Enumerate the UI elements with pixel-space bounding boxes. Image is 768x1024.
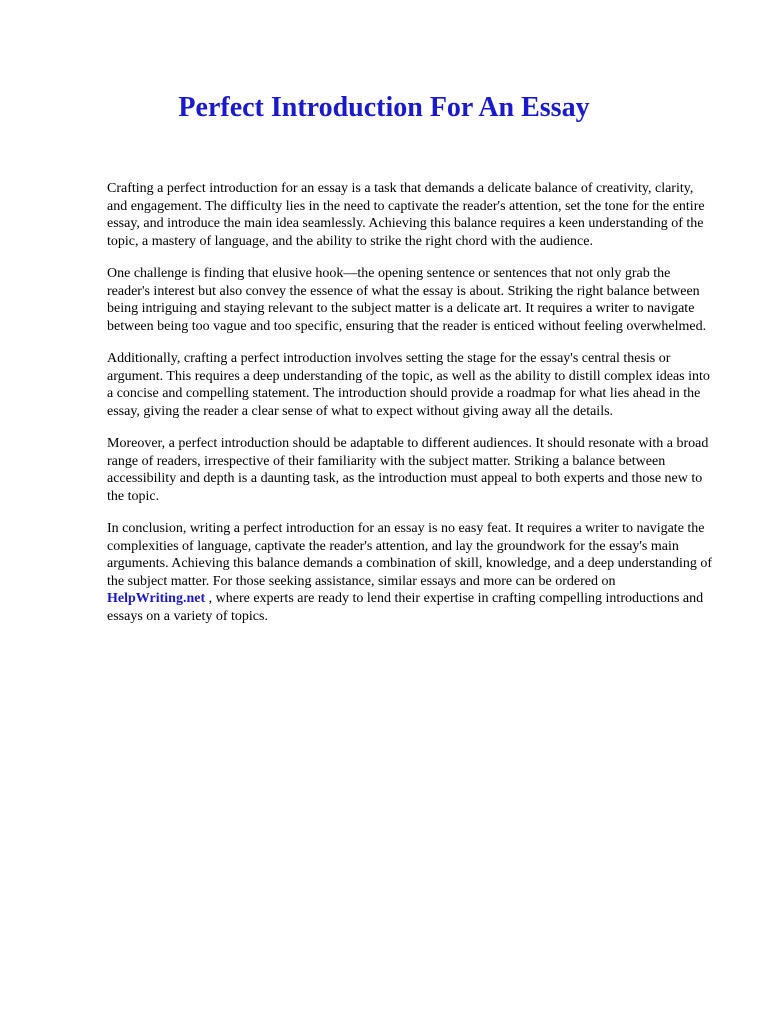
paragraph-4: Moreover, a perfect introduction should be adaptable to different audiences. It should resonate with a broad range of readers, irrespective of their familiarity with the subject matter. Striking a balance between accessibility and depth is a daunting task, as the introduction must appeal to both experts and those new to the topic.	[107, 436, 709, 504]
conclusion-text-before-link: In conclusion, writing a perfect introduction for an essay is no easy feat. It requires a writer to navigate the complexities of language, captivate the reader's attention, and lay the groundwork for the essay's main arguments. Achieving this balance demands a combination of skill, knowledge, and a deep understanding of the subject matter. For those seeking assistance, similar essays and more can be ordered on	[107, 521, 713, 589]
paragraph-conclusion	[107, 520, 715, 625]
helpwriting-link[interactable]: HelpWriting.net	[107, 591, 206, 606]
document-body	[107, 180, 715, 640]
page-title: Perfect Introduction For An Essay	[178, 92, 590, 123]
paragraph-1: Crafting a perfect introduction for an essay is a task that demands a delicate balance of creativity, clarity, and engagement. The difficulty lies in the need to captivate the reader's attention, set the tone for the entire essay, and introduce the main idea seamlessly. Achieving this balance requires a keen understanding of the topic, a mastery of language, and the ability to strike the right chord with the audience.	[107, 181, 705, 249]
paragraph-2: One challenge is finding that elusive hook—the opening sentence or sentences that not only grab the reader's interest but also convey the essence of what the essay is about. Striking the right balance between being intriguing and staying relevant to the subject matter is a delicate art. It requires a writer to navigate between being too vague and too specific, ensuring that the reader is enticed without feeling overwhelmed.	[107, 266, 707, 334]
paragraph-3: Additionally, crafting a perfect introduction involves setting the stage for the essay's central thesis or argument. This requires a deep understanding of the topic, as well as the ability to distill complex ideas into a concise and compelling statement. The introduction should provide a roadmap for what lies ahead in the essay, giving the reader a clear sense of what to expect without giving away all the details.	[107, 351, 710, 419]
conclusion-text-after-link: , where experts are ready to lend their expertise in crafting compelling introductions and essays on a variety of topics.	[107, 591, 704, 624]
